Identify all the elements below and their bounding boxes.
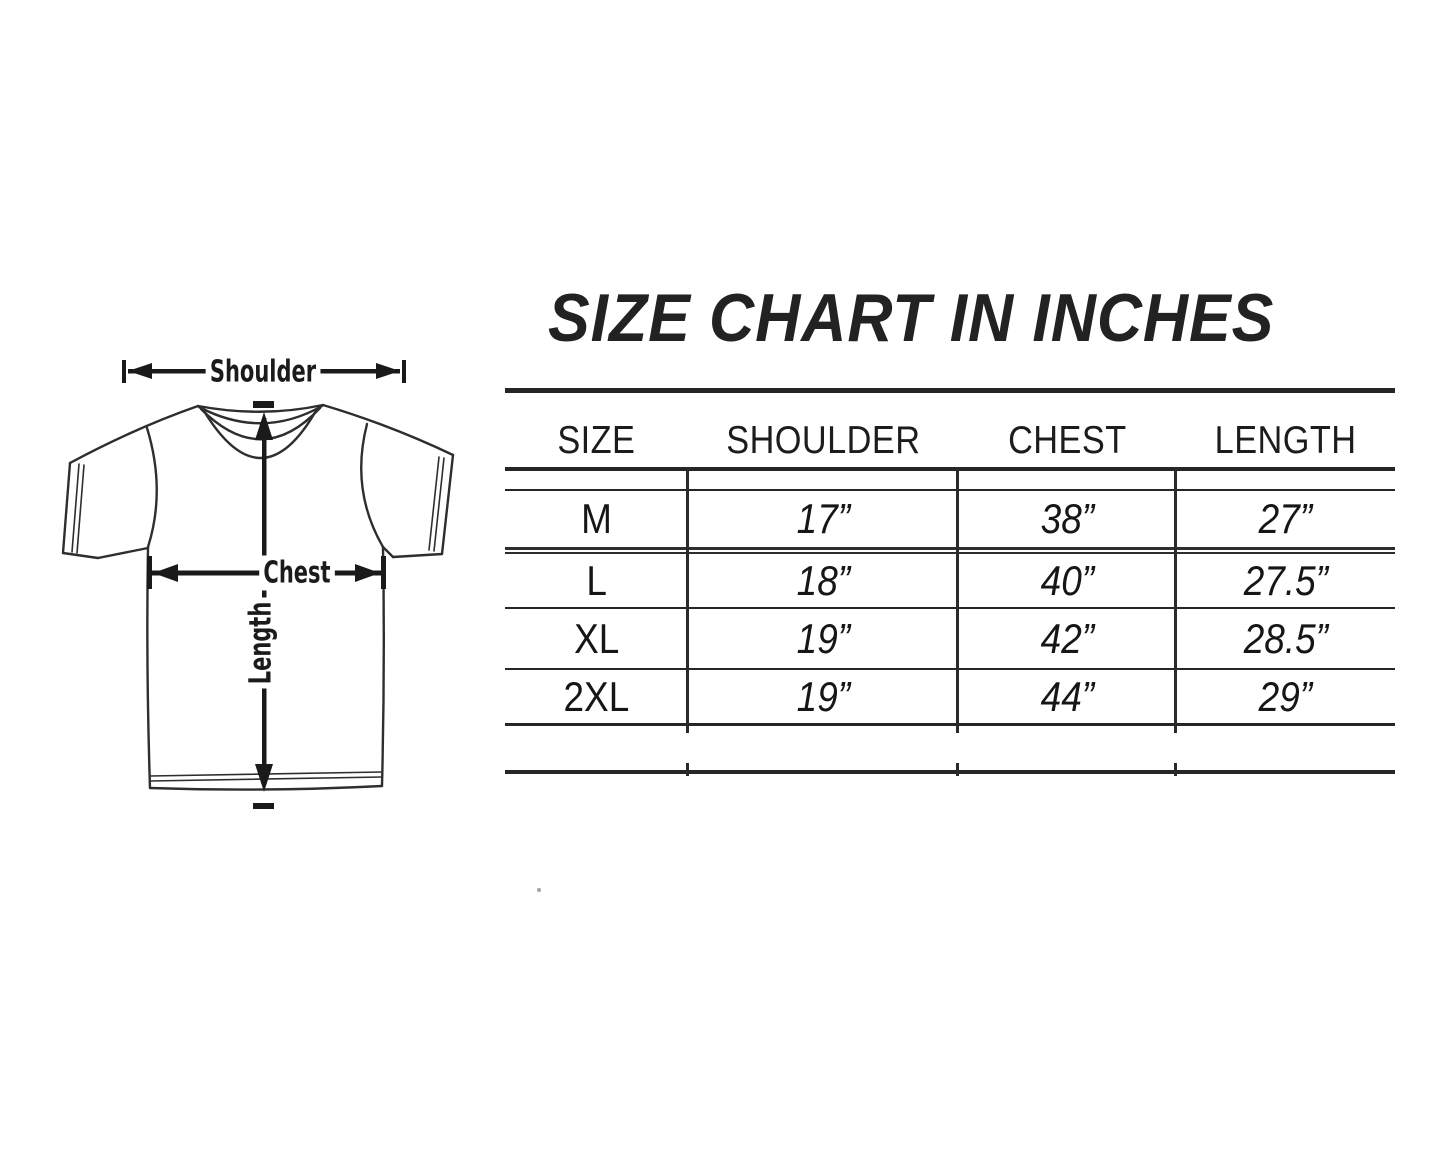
row-m-size: M xyxy=(581,495,612,542)
header-chest: CHEST xyxy=(1007,419,1127,462)
row-m-chest: 38” xyxy=(1040,495,1094,542)
row-2xl-chest: 44” xyxy=(1040,673,1094,720)
scan-speck xyxy=(537,888,541,892)
row-xl-shoulder: 19” xyxy=(796,615,850,662)
row-2xl-shoulder: 19” xyxy=(796,673,850,720)
footer-rule xyxy=(505,770,1395,774)
table-top-rule xyxy=(505,388,1395,393)
row-l-shoulder: 18” xyxy=(796,557,850,604)
row-rule-m-l xyxy=(505,547,1395,554)
length-measure-label: Length xyxy=(244,598,279,689)
row-l-chest: 40” xyxy=(1040,557,1094,604)
row-rule-xl-2xl xyxy=(505,668,1395,670)
row-m-length: 27” xyxy=(1258,495,1313,542)
chest-measure-label: Chest xyxy=(259,556,335,591)
header-spacer-rule xyxy=(505,489,1395,491)
footer-tick-3 xyxy=(1174,763,1177,776)
header-length: LENGTH xyxy=(1214,419,1357,462)
footer-tick-1 xyxy=(686,763,689,776)
row-2xl-length: 29” xyxy=(1258,673,1313,720)
row-l-size: L xyxy=(586,557,607,604)
row-xl-size: XL xyxy=(573,615,620,662)
header-bottom-rule xyxy=(505,467,1395,471)
row-l-length: 27.5” xyxy=(1243,557,1328,604)
row-xl-chest: 42” xyxy=(1040,615,1094,662)
row-2xl-size: 2XL xyxy=(563,673,630,720)
row-m-shoulder: 17” xyxy=(796,495,850,542)
page-title: SIZE CHART IN INCHES xyxy=(548,280,1275,356)
row-xl-length: 28.5” xyxy=(1243,615,1328,662)
header-size: SIZE xyxy=(557,419,636,462)
shoulder-measure-label: Shoulder xyxy=(206,355,321,390)
row-rule-l-xl xyxy=(505,607,1395,609)
table-bottom-rule xyxy=(505,723,1395,726)
header-shoulder: SHOULDER xyxy=(725,419,921,462)
footer-tick-2 xyxy=(956,763,959,776)
